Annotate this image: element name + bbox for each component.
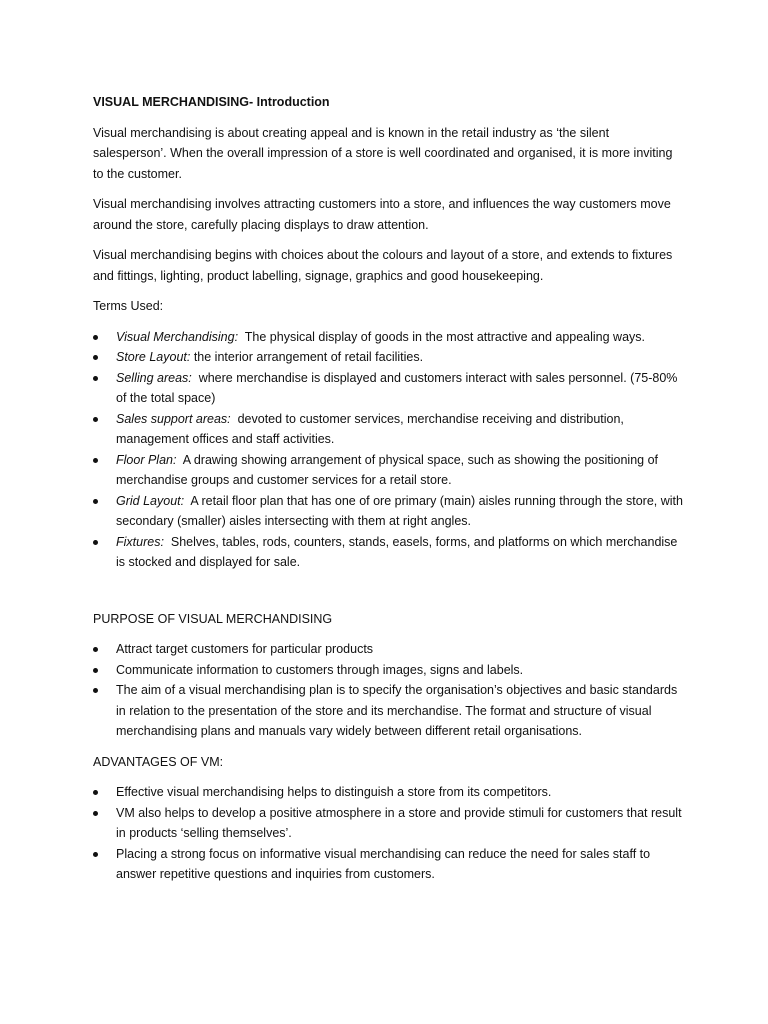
bullet-icon <box>93 355 98 360</box>
term-name: Fixtures: <box>116 534 164 549</box>
intro-heading-rest: - Introduction <box>249 95 330 109</box>
section-spacer <box>93 583 683 609</box>
bullet-icon <box>93 852 98 857</box>
purpose-text: The aim of a visual merchandising plan is to specify the organisation’s objectives and basic standards in relation to the presentation of the store and its merchandise. The format and structure of visual merchandising plans and manuals vary widely between different retail organisations. <box>116 683 678 738</box>
bullet-icon <box>93 790 98 795</box>
term-definition: where merchandise is displayed and customers interact with sales personnel. (75-80% of the total space) <box>116 370 681 405</box>
bullet-icon <box>93 417 98 422</box>
term-definition: devoted to customer services, merchandise receiving and distribution, management offices and staff activities. <box>116 411 628 446</box>
purpose-text: Attract target customers for particular products <box>116 642 374 656</box>
bullet-icon <box>93 499 98 504</box>
term-name: Visual Merchandising: <box>116 329 239 344</box>
advantages-heading: ADVANTAGES OF VM: <box>93 754 224 769</box>
bullet-icon <box>93 376 98 381</box>
term-item <box>93 347 683 368</box>
term-item <box>93 450 683 491</box>
purpose-item <box>93 680 683 742</box>
bullet-icon <box>93 811 98 816</box>
purpose-heading: PURPOSE OF VISUAL MERCHANDISING <box>93 611 333 626</box>
intro-paragraph-2: Visual merchandising involves attracting customers into a store, and influences the way customers move around the store, carefully placing displays to draw attention. <box>93 197 671 232</box>
intro-heading-bold: VISUAL MERCHANDISING <box>93 95 250 109</box>
bullet-icon <box>93 668 98 673</box>
intro-paragraph-1: Visual merchandising is about creating appeal and is known in the retail industry as ‘the silent salesperson’. When the overall impression of a store is well coordinated and organised, it is more inviting to the customer. <box>93 125 673 181</box>
intro-heading <box>93 92 683 113</box>
term-item <box>93 327 683 348</box>
purpose-item <box>93 639 683 660</box>
bullet-icon <box>93 540 98 545</box>
bullet-icon <box>93 688 98 693</box>
term-definition: A retail floor plan that has one of ore primary (main) aisles running through the store, with secondary (smaller) aisles intersecting with them at right angles. <box>116 493 687 528</box>
term-item <box>93 368 683 409</box>
advantage-text: Effective visual merchandising helps to distinguish a store from its competitors. <box>116 785 552 799</box>
bullet-icon <box>93 335 98 340</box>
term-name: Floor Plan: <box>116 452 177 467</box>
term-name: Store Layout: <box>116 350 191 364</box>
advantage-item <box>93 803 683 844</box>
intro-paragraph-3: Visual merchandising begins with choices about the colours and layout of a store, and extends to fixtures and fittings, lighting, product labelling, signage, graphics and good housekeeping. <box>93 248 673 283</box>
term-name: Selling areas: <box>116 370 192 385</box>
advantage-item <box>93 782 683 803</box>
advantage-text: VM also helps to develop a positive atmosphere in a store and provide stimuli for customers that result in products ‘selling themselves’. <box>116 805 682 840</box>
advantage-text: Placing a strong focus on informative visual merchandising can reduce the need for sales staff to answer repetitive questions and inquiries from customers. <box>116 846 651 881</box>
document-page <box>93 92 687 895</box>
term-item <box>93 532 683 573</box>
term-definition: The physical display of goods in the most attractive and appealing ways. <box>238 329 646 344</box>
purpose-list <box>93 639 683 742</box>
term-definition: A drawing showing arrangement of physical space, such as showing the positioning of merchandise groups and customer services for a retail store. <box>116 452 662 487</box>
terms-heading: Terms Used: <box>93 299 164 313</box>
bullet-icon <box>93 647 98 652</box>
term-name: Sales support areas: <box>116 411 231 426</box>
terms-list <box>93 327 687 573</box>
advantage-item <box>93 844 683 885</box>
purpose-text: Communicate information to customers through images, signs and labels. <box>116 662 524 677</box>
advantages-list <box>93 782 683 885</box>
purpose-item <box>93 660 683 681</box>
bullet-icon <box>93 458 98 463</box>
term-name: Grid Layout: <box>116 493 185 508</box>
term-item <box>93 409 683 450</box>
term-definition: Shelves, tables, rods, counters, stands, easels, forms, and platforms on which merchandise is stocked and displayed for sale. <box>116 534 681 569</box>
term-definition: the interior arrangement of retail facilities. <box>190 350 424 364</box>
term-item <box>93 491 687 532</box>
